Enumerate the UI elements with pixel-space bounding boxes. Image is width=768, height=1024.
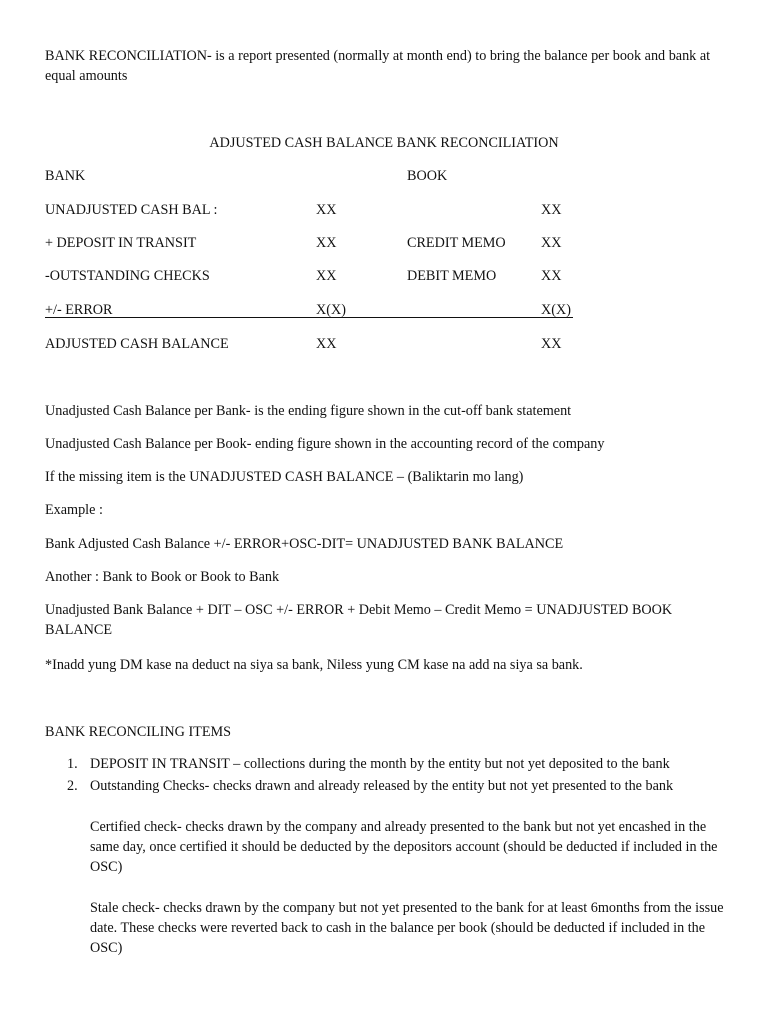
list-item-text: DEPOSIT IN TRANSIT – collections during the month by the entity but not yet deposited to the bank [90,756,670,772]
table-row [0,200,768,220]
bank-label: + DEPOSIT IN TRANSIT [45,235,197,251]
book-value: XX [541,268,562,284]
book-value: XX [541,235,562,251]
list-item-text: Outstanding Checks- checks drawn and already released by the entity but not yet presented to the bank [90,778,674,794]
list-number: 1. [67,756,78,772]
table-row [0,334,768,354]
table-header-row [0,166,768,186]
bank-label: ADJUSTED CASH BALANCE [45,336,229,352]
book-value: X(X) [541,302,571,318]
paragraph: Unadjusted Cash Balance per Bank- is the ending figure shown in the cut-off bank statement [45,403,572,419]
total-underline [45,317,573,318]
paragraph: If the missing item is the UNADJUSTED CASH BALANCE – (Baliktarin mo lang) [45,469,524,485]
paragraph: *Inadd yung DM kase na deduct na siya sa bank, Niless yung CM kase na add na siya sa bank. [45,657,583,673]
book-label: CREDIT MEMO [407,235,506,251]
bank-value: XX [316,202,337,218]
table-title: ADJUSTED CASH BALANCE BANK RECONCILIATION [209,135,559,151]
paragraph: Another : Bank to Book or Book to Bank [45,569,280,585]
table-row [0,266,768,286]
bank-label: UNADJUSTED CASH BAL : [45,202,218,218]
list-item [45,754,728,776]
bank-value: XX [316,268,337,284]
stale-check-paragraph: Stale check- checks drawn by the company but not yet presented to the bank for at least 6months from the issue date. These checks were reverted back to cash in the balance per book (should be deducted if included in the OSC) [90,900,724,956]
section-heading: BANK RECONCILING ITEMS [45,724,232,740]
book-header: BOOK [407,168,448,184]
list-number: 2. [67,778,78,794]
paragraph: Unadjusted Bank Balance + DIT – OSC +/- ERROR + Debit Memo – Credit Memo = UNADJUSTED BOOK BALANCE [45,602,673,638]
bank-value: XX [316,336,337,352]
reconciling-items-list [45,754,728,798]
bank-header: BANK [45,168,86,184]
list-item [45,776,728,798]
paragraph: Unadjusted Cash Balance per Book- ending figure shown in the accounting record of the company [45,436,605,452]
book-value: XX [541,336,562,352]
bank-label: +/- ERROR [45,302,113,318]
bank-label: -OUTSTANDING CHECKS [45,268,210,284]
book-value: XX [541,202,562,218]
paragraph: Example : [45,502,103,518]
bank-value: X(X) [316,302,346,318]
paragraph: Bank Adjusted Cash Balance +/- ERROR+OSC-DIT= UNADJUSTED BANK BALANCE [45,536,564,552]
table-row [0,233,768,253]
bank-value: XX [316,235,337,251]
certified-check-paragraph: Certified check- checks drawn by the company and already presented to the bank but not yet encashed in the same day, once certified it should be deducted by the depositors account (should be deducted if included in the OSC) [90,819,718,875]
intro-paragraph: BANK RECONCILIATION- is a report presented (normally at month end) to bring the balance per book and bank at equal amounts [45,48,711,84]
book-label: DEBIT MEMO [407,268,497,284]
